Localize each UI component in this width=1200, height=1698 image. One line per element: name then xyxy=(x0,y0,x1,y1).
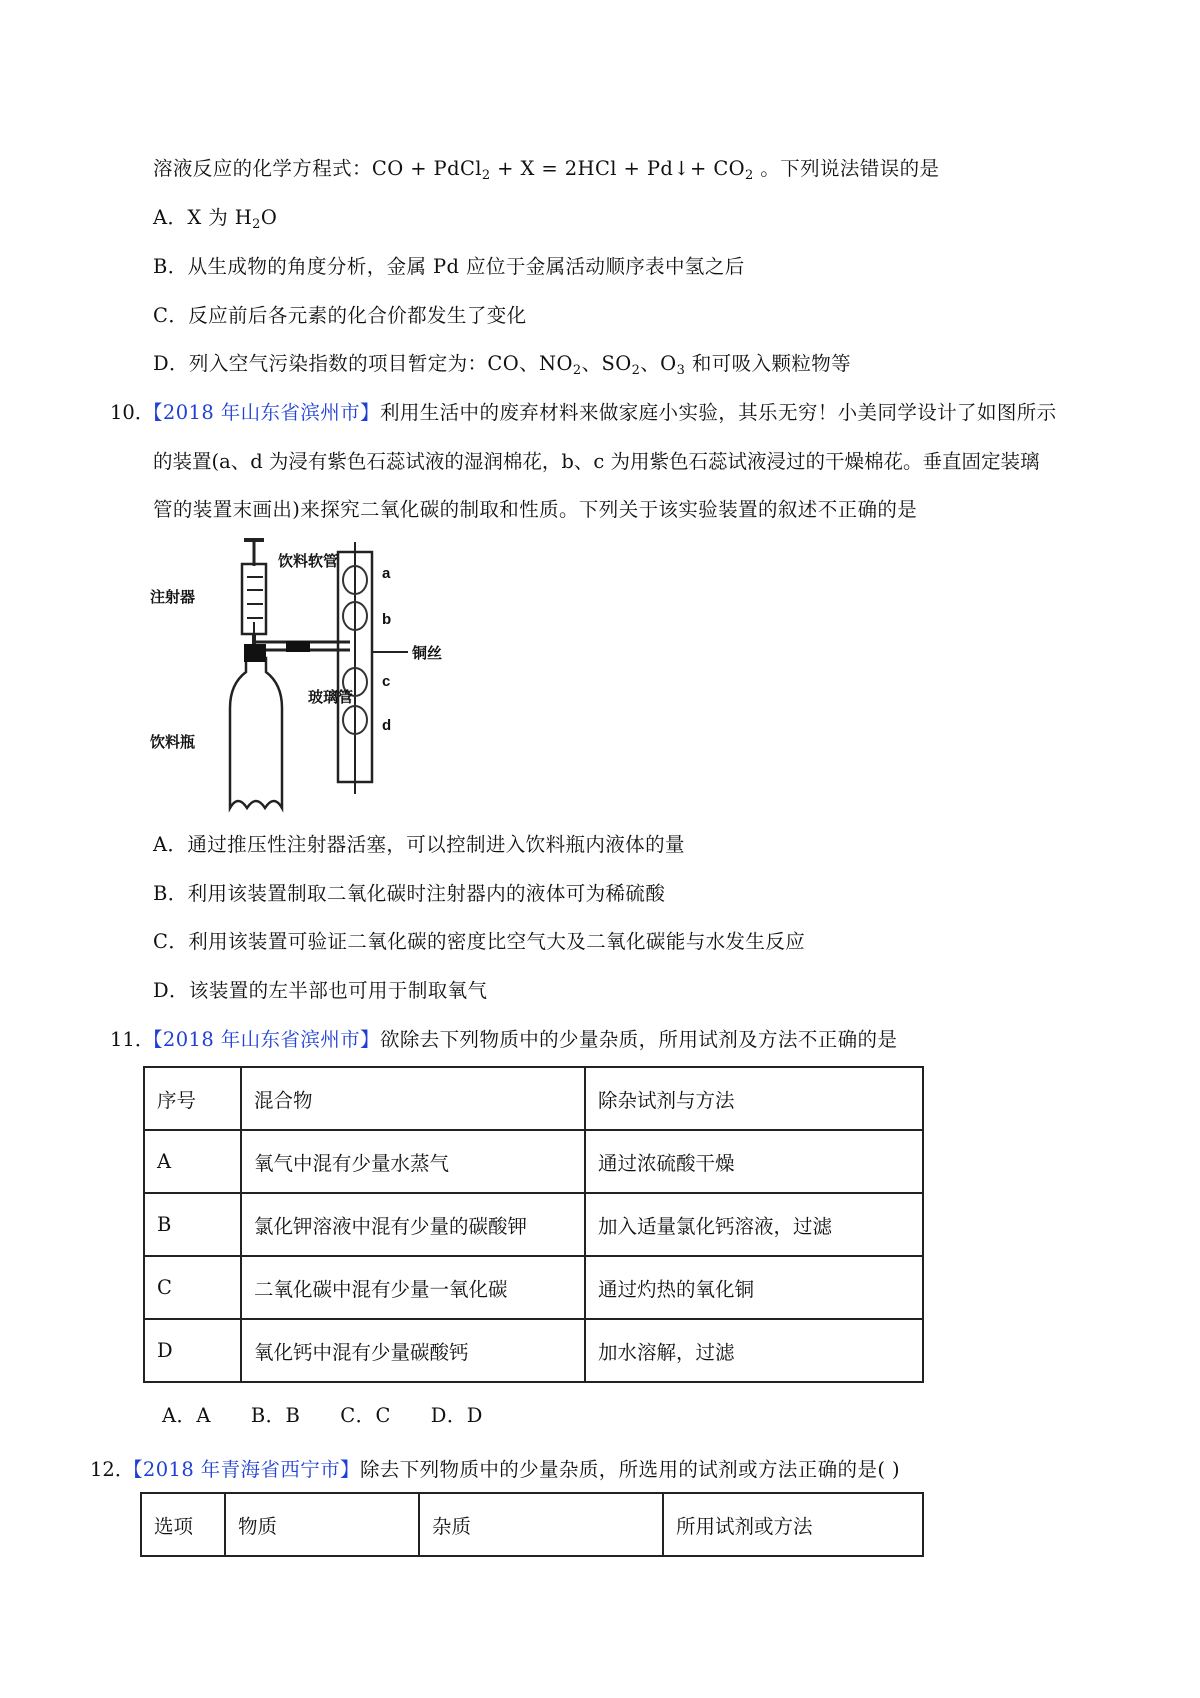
table-cell: 氧化钙中混有少量碳酸钙 xyxy=(241,1319,585,1382)
table-cell: 通过浓硫酸干燥 xyxy=(585,1130,923,1193)
table-header-cell: 序号 xyxy=(144,1067,241,1130)
label-d: d xyxy=(382,717,392,734)
table-cell: D xyxy=(144,1319,241,1382)
q10-option-d: D．该装置的左半部也可用于制取氧气 xyxy=(153,979,488,1002)
q9-option-d: D．列入空气污染指数的项目暂定为：CO、$NO_2$、$SO_2$、$O_3$ 和可吸入颗粒物等 xyxy=(153,352,852,378)
table-header-row xyxy=(144,1067,923,1130)
table-cell: B xyxy=(144,1193,241,1256)
table-header-cell: 杂质 xyxy=(419,1493,663,1556)
table-cell: 二氧化碳中混有少量一氧化碳 xyxy=(241,1256,585,1319)
table-header-cell: 除杂试剂与方法 xyxy=(585,1067,923,1130)
table-row xyxy=(144,1256,923,1319)
answer-choice: B．B xyxy=(250,1404,301,1427)
answer-choice: D．D xyxy=(430,1404,483,1427)
table-cell: 氯化钾溶液中混有少量的碳酸钾 xyxy=(241,1193,585,1256)
q10-option-b: B．利用该装置制取二氧化碳时注射器内的液体可为稀硫酸 xyxy=(153,882,666,905)
q10-option-c: C．利用该装置可验证二氧化碳的密度比空气大及二氧化碳能与水发生反应 xyxy=(153,930,806,953)
table-cell: 通过灼热的氧化铜 xyxy=(585,1256,923,1319)
q10-number: 10． xyxy=(110,401,155,424)
q11-number: 11． xyxy=(110,1028,155,1051)
label-glass: 玻璃管 xyxy=(308,689,354,706)
table-header-cell: 所用试剂或方法 xyxy=(663,1493,923,1556)
q11-stem: 【2018 年山东省滨州市】欲除去下列物质中的少量杂质，所用试剂及方法不正确的是 xyxy=(143,1028,898,1051)
table-cell: 加水溶解，过滤 xyxy=(585,1319,923,1382)
stopper xyxy=(244,644,266,662)
label-tube-text: 饮料软管 xyxy=(278,553,339,570)
q12-number: 12． xyxy=(90,1458,135,1481)
table-header-cell: 选项 xyxy=(141,1493,225,1556)
q10-source: 【2018 年山东省滨州市】 xyxy=(143,401,380,424)
table-cell: C xyxy=(144,1256,241,1319)
label-c: c xyxy=(382,673,391,690)
apparatus-diagram xyxy=(150,532,460,814)
q9-equation-line: 溶液反应的化学方程式：CO + PdCl$_2$ + X = 2HCl + Pd↓+ $CO_2$ 。下列说法错误的是 xyxy=(153,157,940,183)
label-tube xyxy=(278,552,338,570)
table-row xyxy=(144,1319,923,1382)
table-header-cell: 物质 xyxy=(225,1493,419,1556)
q12-stem: 【2018 年青海省西宁市】除去下列物质中的少量杂质，所选用的试剂或方法正确的是( ) xyxy=(123,1458,900,1481)
q11-source: 【2018 年山东省滨州市】 xyxy=(143,1028,380,1051)
table-cell: 加入适量氯化钙溶液，过滤 xyxy=(585,1193,923,1256)
table-row xyxy=(144,1130,923,1193)
q10-option-a: A．通过推压性注射器活塞，可以控制进入饮料瓶内液体的量 xyxy=(153,833,685,856)
label-bottle: 饮料瓶 xyxy=(150,734,196,751)
table-header-cell: 混合物 xyxy=(241,1067,585,1130)
tube-joint xyxy=(286,641,310,652)
q11-answer-choices xyxy=(162,1402,523,1430)
table-row xyxy=(144,1193,923,1256)
q9-option-a: A．X 为 $H_2O$ xyxy=(153,206,278,232)
label-syringe: 注射器 xyxy=(150,589,196,606)
answer-choice: C．C xyxy=(340,1404,391,1427)
label-b: b xyxy=(382,611,392,628)
q12-source: 【2018 年青海省西宁市】 xyxy=(123,1458,360,1481)
label-wire: 铜丝 xyxy=(412,645,443,662)
table-cell: A xyxy=(144,1130,241,1193)
table-header-row xyxy=(141,1493,923,1556)
q10-stem-line3: 管的装置末画出)来探究二氧化碳的制取和性质。下列关于该实验装置的叙述不正确的是 xyxy=(153,498,918,521)
q11-table xyxy=(143,1066,924,1383)
q10-stem-line2: 的装置(a、d 为浸有紫色石蕊试液的湿润棉花，b、c 为用紫色石蕊试液浸过的干燥棉花。垂直固定装璃 xyxy=(153,450,1040,473)
answer-choice: A．A xyxy=(162,1404,211,1427)
bottle-outline xyxy=(230,658,282,808)
q12-table xyxy=(140,1492,924,1557)
q9-option-c: C．反应前后各元素的化合价都发生了变化 xyxy=(153,304,527,327)
table-cell: 氧气中混有少量水蒸气 xyxy=(241,1130,585,1193)
label-a: a xyxy=(382,565,391,582)
q9-option-b: B．从生成物的角度分析，金属 Pd 应位于金属活动顺序表中氢之后 xyxy=(153,255,745,278)
q10-stem-line1: 【2018 年山东省滨州市】利用生活中的废弃材料来做家庭小实验，其乐无穷！小美同学设计了如图所示 xyxy=(143,401,1057,424)
